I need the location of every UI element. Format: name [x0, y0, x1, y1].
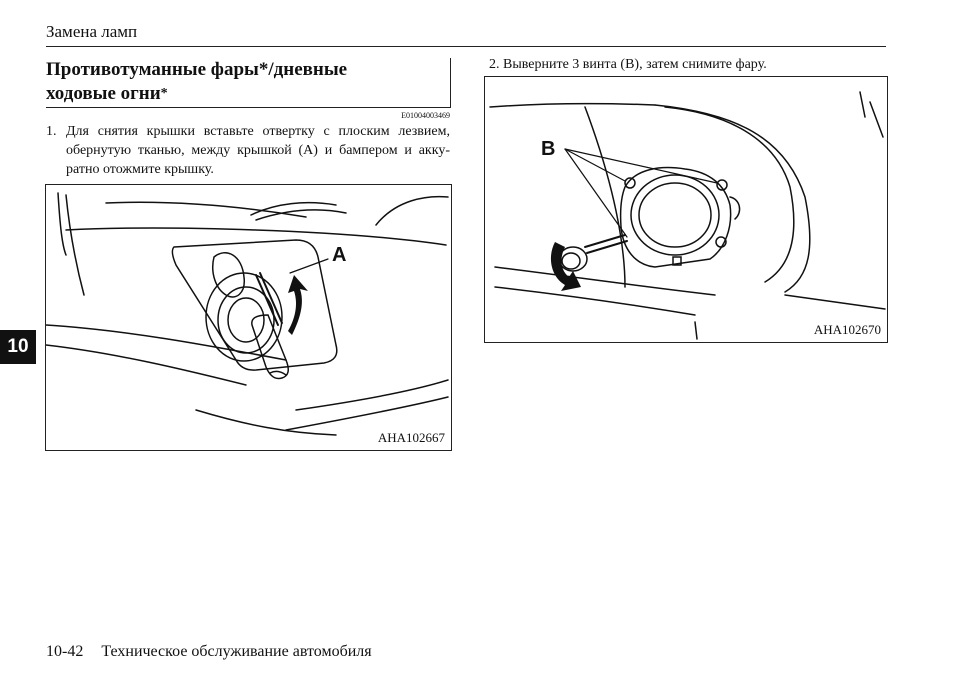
step-1-number: 1.	[46, 124, 57, 139]
section-title	[46, 58, 446, 106]
figure-cover-removal	[45, 184, 452, 451]
figure-label-b: B	[541, 138, 556, 160]
section-title-star: *	[160, 86, 168, 101]
running-header: Замена ламп	[46, 22, 138, 41]
step-2-number: 2.	[489, 57, 500, 72]
step-2	[489, 55, 887, 74]
figure-label-a: A	[332, 244, 347, 266]
figure-1-code: AHA102667	[377, 430, 445, 445]
section-bracket-horizontal	[46, 107, 451, 108]
section-title-line1: Противотуманные фары*/дневные	[46, 59, 348, 80]
figure-lamp-removal	[484, 76, 888, 343]
section-title-line2: ходовые огни	[46, 83, 161, 104]
page-number: 10-42	[46, 643, 84, 660]
header-rule	[46, 46, 886, 47]
cover-removal-illustration	[46, 185, 451, 450]
section-bracket-vertical	[450, 58, 451, 108]
lamp-removal-illustration	[485, 77, 887, 342]
figure-2-code: AHA102670	[813, 322, 881, 337]
step-1	[46, 122, 450, 179]
step-1-text: Для снятия крышки вставьте отвертку с плоским лезвием, обернутую тканью, между крышкой (A) и бампером и акку-ратно отожмите крышку.	[66, 124, 450, 177]
page-footer	[46, 643, 372, 661]
footer-title: Техническое обслуживание автомобиля	[101, 643, 372, 660]
chapter-tab: 10	[0, 330, 36, 364]
step-2-text: Выверните 3 винта (B), затем снимите фару.	[503, 57, 767, 72]
section-code: E01004003469	[401, 111, 450, 120]
